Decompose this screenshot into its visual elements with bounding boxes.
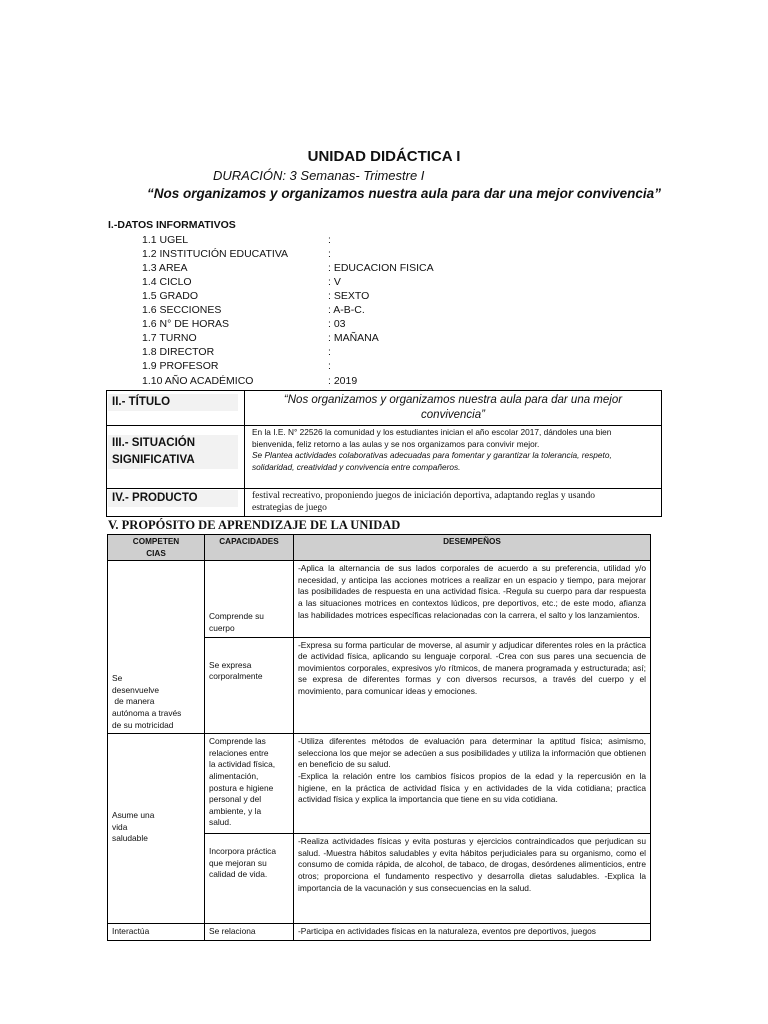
producto-label: IV.- PRODUCTO [112, 492, 198, 504]
datos-label: 1.5 GRADO [142, 290, 199, 302]
datos-label: 1.6 N° DE HORAS [142, 318, 230, 330]
datos-label: 1.3 AREA [142, 262, 188, 274]
table-row [108, 924, 651, 941]
unit-motto: “Nos organizamos y organizamos nuestra aula para dar una mejor convivencia” [147, 186, 661, 201]
capacidad-cell: Se relaciona [205, 924, 294, 941]
competencia-text: de manera [112, 696, 155, 707]
datos-label: 1.1 UGEL [142, 234, 189, 246]
situacion-line: solidaridad, creatividad y convivencia entre compañeros. [252, 461, 461, 472]
competencia-text: saludable [112, 833, 148, 844]
desempeno-cell: -Participa en actividades físicas en la naturaleza, eventos pre deportivos, juegos [294, 924, 651, 941]
datos-value: : [328, 248, 331, 260]
datos-value: : A-B-C. [328, 304, 365, 316]
capacidad-text: relaciones entre [209, 747, 269, 758]
desempeno-text: -Explica la relación entre los cambios físicos propios de la edad y la repercusión en la higiene, en la práctica de actividad física y en actividades de la vida cotidiana; practica actividad física y explica la importancia que tiene en su vida cotidiana. [298, 770, 646, 805]
datos-label: 1.10 AÑO ACADÉMICO [142, 375, 254, 387]
competencia-text: de su motricidad [112, 719, 174, 730]
situacion-label: SIGNIFICATIVA [112, 454, 195, 466]
datos-label: 1.8 DIRECTOR [142, 346, 215, 358]
header-desempenos [294, 535, 651, 561]
situacion-line: En la I.E. N° 22526 la comunidad y los estudiantes inician el año escolar 2017, dándoles una bien [252, 427, 612, 437]
desempeno-text: -Utiliza diferentes métodos de evaluación para determinar la aptitud física; asimismo, selecciona los que mejor se adecúen a sus posibilidades y utiliza la información que obtienen en beneficio de su salud. [298, 736, 646, 770]
section-datos-heading: I.-DATOS INFORMATIVOS [108, 219, 236, 231]
capacidad-text: Comprende las [209, 736, 266, 747]
producto-content [252, 491, 660, 514]
datos-value: : 2019 [328, 375, 358, 387]
datos-value: : V [328, 276, 341, 288]
header-text: COMPETEN [132, 537, 180, 546]
competencia-cell: Interactúa [108, 924, 205, 941]
situacion-line: bienvenida, feliz retorno a las aulas y se nos organizamos para convivir mejor. [252, 438, 540, 449]
datos-label: 1.2 INSTITUCIÓN EDUCATIVA [142, 248, 289, 260]
capacidad-text: Se expresa [209, 659, 252, 670]
competencia-cell [108, 561, 205, 734]
capacidad-cell [205, 834, 294, 924]
header-text: CIAS [146, 548, 166, 558]
header-text: CAPACIDADES [219, 537, 279, 546]
producto-line: estrategias de juego [252, 502, 327, 513]
unit-title: UNIDAD DIDÁCTICA I [307, 148, 461, 165]
datos-value: : EDUCACION FISICA [328, 262, 434, 274]
capacidad-text: personal y del [209, 794, 262, 805]
titulo-line: convivencia” [421, 409, 485, 421]
table-row [108, 561, 651, 637]
competencia-text: vida [112, 821, 128, 832]
producto-label-cell [108, 490, 238, 507]
datos-label: 1.4 CICLO [142, 276, 192, 288]
datos-value: : MAÑANA [328, 332, 379, 344]
datos-value: : [328, 234, 331, 246]
capacidad-text: alimentación, [209, 770, 259, 781]
capacidad-cell [205, 637, 294, 734]
duration-line: DURACIÓN: 3 Semanas- Trimestre I [213, 168, 425, 183]
capacidad-text: Comprende su [209, 611, 264, 622]
datos-value: : [328, 360, 331, 372]
situacion-content [252, 427, 660, 473]
column-divider [244, 390, 245, 517]
titulo-label: II.- TÍTULO [112, 396, 171, 408]
datos-label: 1.7 TURNO [142, 332, 197, 344]
capacidad-text: postura e higiene [209, 782, 274, 793]
capacidad-text: Incorpora práctica [209, 846, 277, 857]
competencia-text: Se [112, 673, 123, 684]
competencia-text: Asume una [112, 810, 155, 821]
capacidad-text: calidad de vida. [209, 869, 268, 880]
datos-value: : [328, 346, 331, 358]
desempeno-cell [294, 734, 651, 834]
datos-label: 1.9 PROFESOR [142, 360, 219, 372]
titulo-line: “Nos organizamos y organizamos nuestra aula para dar una mejor [283, 394, 623, 406]
competencia-cell [108, 734, 205, 924]
proposito-table [107, 534, 651, 941]
capacidad-cell [205, 561, 294, 637]
situacion-label-cell [108, 435, 238, 469]
capacidad-text: cuerpo [209, 623, 235, 634]
table-header-row [108, 535, 651, 561]
header-text: DESEMPEÑOS [443, 537, 501, 546]
producto-line: festival recreativo, proponiendo juegos de iniciación deportiva, adaptando reglas y usando [252, 491, 595, 501]
row-divider [106, 425, 662, 426]
capacidad-text: la actividad física, [209, 759, 276, 770]
header-capacidades [205, 535, 294, 561]
titulo-label-cell [108, 394, 238, 411]
table-row [108, 734, 651, 834]
capacidad-text: que mejoran su [209, 857, 267, 868]
desempeno-cell: -Expresa su forma particular de moverse, al asumir y adjudicar diferentes roles en la práctica de actividad física, aplicando su lenguaje corporal. -Crea con sus pares una secuencia de movimientos corporales, expresivos y/o rítmicos, de manera programada y estructurada; así; se expresa de diferentes formas y con diversos recursos, a través del cuerpo y el movimiento, para comunicar ideas y emociones. [294, 637, 651, 734]
titulo-content [246, 393, 660, 423]
section-proposito-heading: V. PROPÓSITO DE APRENDIZAJE DE LA UNIDAD [108, 518, 401, 532]
capacidad-text: corporalmente [209, 671, 263, 682]
header-competencias [108, 535, 205, 561]
competencia-text: desenvuelve [112, 684, 160, 695]
desempeno-cell: -Aplica la alternancia de sus lados corporales de acuerdo a su preferencia, utilidad y/o necesidad, y anticipa las acciones motrices a realizar en un espacio y tiempo, para mejorar las posibilidades de respuesta en una actividad física. -Regula su cuerpo para dar respuesta a las situaciones motrices en contextos lúdicos, pre deportivos, etc.; de este modo, afianza las habilidades motrices específicas relacionadas con la carrera, el salto y los lanzamientos. [294, 561, 651, 637]
situacion-line: Se Plantea actividades colaborativas adecuadas para fomentar y garantizar la tolerancia, respeto, [252, 450, 612, 460]
datos-value: : SEXTO [328, 290, 370, 302]
datos-label: 1.6 SECCIONES [142, 304, 222, 316]
capacidad-text: salud. [209, 817, 232, 828]
situacion-label: III.- SITUACIÓN [112, 437, 196, 449]
datos-value: : 03 [328, 318, 346, 330]
capacidad-text: ambiente, y la [209, 805, 262, 816]
desempeno-cell: -Realiza actividades físicas y evita posturas y ejercicios contraindicados que perjudican su salud. -Muestra hábitos saludables y evita hábitos perjudiciales para su organismo, como el consumo de comida rápida, de alcohol, de tabaco, de drogas, desórdenes alimenticios, entre otros; proporciona el fundamento respectivo y desarrolla dietas saludables. -Explica la importancia de la vacunación y sus consecuencias en la salud. [294, 834, 651, 924]
capacidad-cell [205, 734, 294, 834]
row-divider [106, 488, 662, 489]
competencia-text: autónoma a través [112, 707, 182, 718]
